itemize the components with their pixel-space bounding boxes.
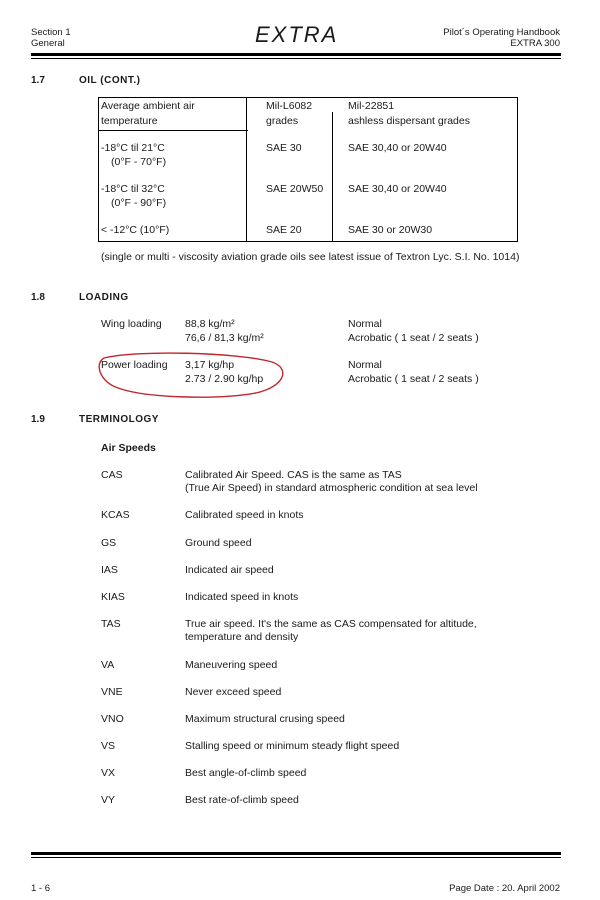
page-date: Page Date : 20. April 2002	[449, 883, 560, 894]
oil-row2-temp-c: -18°C til 32°C	[101, 183, 165, 195]
term-def-cas-2: (True Air Speed) in standard atmospheric condition at sea level	[185, 482, 478, 494]
term-abbr-cas: CAS	[101, 469, 123, 481]
term-def-va: Maneuvering speed	[185, 659, 278, 671]
section-title-loading: LOADING	[79, 292, 129, 303]
section-number-terminology: 1.9	[31, 414, 45, 425]
term-abbr-kcas: KCAS	[101, 509, 130, 521]
term-def-kias: Indicated speed in knots	[185, 591, 299, 603]
term-def-ias: Indicated air speed	[185, 564, 274, 576]
header-rule-thick	[31, 53, 561, 56]
term-abbr-vs: VS	[101, 740, 116, 752]
subsection-label: General	[31, 38, 65, 49]
oil-table-divider-1	[246, 97, 247, 242]
term-def-tas-1: True air speed. It's the same as CAS compensated for altitude,	[185, 618, 477, 630]
extra-logo	[255, 22, 338, 48]
oil-row1-mil22851: SAE 30,40 or 20W40	[348, 142, 447, 154]
term-abbr-gs: GS	[101, 537, 117, 549]
power-loading-acro-label: Acrobatic ( 1 seat / 2 seats )	[348, 373, 479, 385]
oil-row2-mil6082: SAE 20W50	[266, 183, 324, 195]
oil-row2-temp-f: (0°F - 90°F)	[111, 197, 167, 209]
term-abbr-ias: IAS	[101, 564, 118, 576]
power-loading-acro: 2.73 / 2.90 kg/hp	[185, 373, 264, 385]
term-def-gs: Ground speed	[185, 537, 252, 549]
red-annotation-ellipse	[96, 352, 284, 398]
oil-table-divider-2	[332, 112, 333, 242]
term-abbr-vno: VNO	[101, 713, 124, 725]
oil-row2-mil22851: SAE 30,40 or 20W40	[348, 183, 447, 195]
oil-row1-mil6082: SAE 30	[266, 142, 302, 154]
oil-header-mil22851-1: Mil-22851	[348, 100, 395, 112]
oil-row3-temp-c: < -12°C (10°F)	[101, 224, 170, 236]
term-abbr-kias: KIAS	[101, 591, 125, 603]
term-abbr-tas: TAS	[101, 618, 121, 630]
oil-row1-temp-f: (0°F - 70°F)	[111, 156, 167, 168]
term-def-vy: Best rate-of-climb speed	[185, 794, 299, 806]
oil-header-mil6082-2: grades	[266, 115, 299, 127]
air-speeds-heading: Air Speeds	[101, 442, 156, 454]
oil-row3-mil22851: SAE 30 or 20W30	[348, 224, 433, 236]
section-title-terminology: TERMINOLOGY	[79, 414, 159, 425]
oil-table-header-rule	[98, 130, 248, 131]
footer-rule-thick	[31, 852, 561, 855]
oil-header-temp-1: Average ambient air	[101, 100, 195, 112]
oil-header-temp-2: temperature	[101, 115, 158, 127]
term-def-vs: Stalling speed or minimum steady flight speed	[185, 740, 400, 752]
oil-note: (single or multi - viscosity aviation grade oils see latest issue of Textron Lyc. S.I. No. 1014)	[101, 251, 520, 263]
term-def-vno: Maximum structural crusing speed	[185, 713, 345, 725]
oil-header-mil22851-2: ashless dispersant grades	[348, 115, 470, 127]
header-section	[31, 27, 71, 49]
term-def-vne: Never exceed speed	[185, 686, 282, 698]
term-abbr-vne: VNE	[101, 686, 123, 698]
wing-loading-normal: 88,8 kg/m²	[185, 318, 235, 330]
term-def-kcas: Calibrated speed in knots	[185, 509, 304, 521]
section-title-oil: OIL (CONT.)	[79, 75, 141, 86]
footer-rule-thin	[31, 857, 561, 858]
power-loading-normal-label: Normal	[348, 359, 382, 371]
term-abbr-vx: VX	[101, 767, 116, 779]
handbook-title: Pilot´s Operating Handbook	[443, 27, 560, 38]
header-rule-thin	[31, 58, 561, 59]
logo-text: EXTRA	[255, 22, 339, 47]
section-number-oil: 1.7	[31, 75, 45, 86]
term-def-cas-1: Calibrated Air Speed. CAS is the same as TAS	[185, 469, 402, 481]
oil-header-mil6082-1: Mil-L6082	[266, 100, 313, 112]
section-number-loading: 1.8	[31, 292, 45, 303]
power-loading-normal: 3,17 kg/hp	[185, 359, 235, 371]
page-number: 1 - 6	[31, 883, 51, 894]
header-handbook	[443, 27, 560, 49]
wing-loading-normal-label: Normal	[348, 318, 382, 330]
power-loading-label: Power loading	[101, 359, 168, 371]
oil-row3-mil6082: SAE 20	[266, 224, 302, 236]
term-abbr-vy: VY	[101, 794, 116, 806]
term-def-vx: Best angle-of-climb speed	[185, 767, 307, 779]
wing-loading-acro-label: Acrobatic ( 1 seat / 2 seats )	[348, 332, 479, 344]
section-label: Section 1	[31, 27, 71, 38]
aircraft-model: EXTRA 300	[510, 38, 560, 49]
wing-loading-acro: 76,6 / 81,3 kg/m²	[185, 332, 264, 344]
term-abbr-va: VA	[101, 659, 115, 671]
oil-row1-temp-c: -18°C til 21°C	[101, 142, 165, 154]
term-def-tas-2: temperature and density	[185, 631, 299, 643]
wing-loading-label: Wing loading	[101, 318, 162, 330]
